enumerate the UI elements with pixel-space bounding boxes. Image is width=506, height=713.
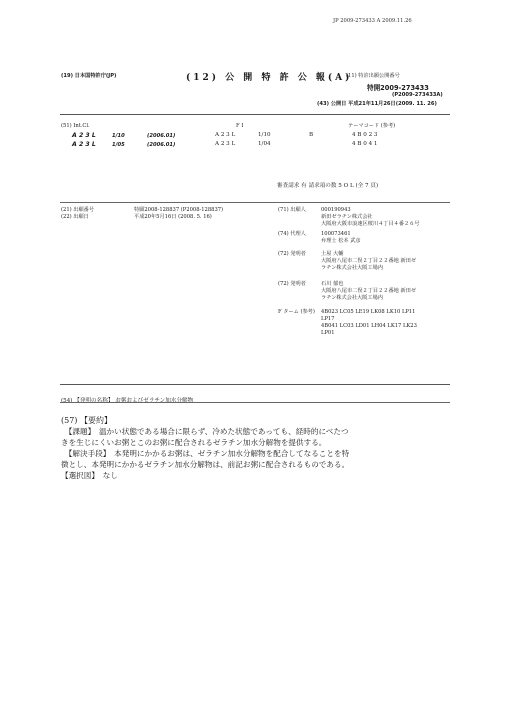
ipc-subgroup: 1/10 [112, 133, 125, 139]
fi-subgroup: 1/04 [258, 141, 271, 147]
examination-status: 審査請求 有 請求項の数 5 O L (全 7 頁) [277, 183, 379, 189]
fterm-line: 4B041 LC03 LD01 LH04 LK17 LK23 [321, 323, 417, 329]
fi-mark: B [309, 132, 314, 138]
fi-code: A 2 3 L [215, 141, 236, 147]
title-top-divider [60, 384, 450, 385]
inventor-name: 土屋 大輔 [321, 251, 344, 257]
abstract-selected-figure: 【選択図】 なし [61, 471, 118, 480]
application-number-label: (11) 特許出願公開番号 [346, 73, 400, 79]
ipc-version: (2006.01) [147, 133, 176, 139]
abstract-solution-line: 徴とし、本発明にかかるゼラチン加水分解物は、前記お粥に配合されるものである。 [61, 460, 350, 469]
theme-code-label: テーマコード (参考) [348, 123, 396, 129]
inventor-address: ラチン株式会社大阪工場内 [321, 295, 383, 301]
header-divider [60, 114, 450, 115]
fterm-line: LP17 [321, 316, 335, 322]
ipc-subgroup: 1/05 [112, 142, 125, 148]
fterm-line: LP01 [321, 330, 335, 336]
filing-date: 平成20年5月16日 (2008. 5. 16) [134, 214, 212, 220]
publication-number-p: (P2009-273433A) [392, 92, 443, 98]
invention-title: (54) 【発明の名称】 お粥およびゼラチン加水分解物 [61, 398, 194, 404]
fi-subgroup: 1/10 [258, 132, 271, 138]
abstract-problem-line: 【課題】 温かい状態である場合に限らず、冷めた状態であっても、経時的にべたつ [61, 427, 349, 436]
agent-code: 100073461 [321, 231, 351, 237]
fterm-line: 4B023 LC05 LE19 LK08 LK10 LP11 [321, 309, 416, 315]
document-reference: JP 2009-273433 A 2009.11.26 [333, 18, 412, 24]
inventor-address: 大阪府八尾市二俣２丁目２２番地 新田ゼ [321, 288, 417, 294]
fi-code: A 2 3 L [215, 132, 236, 138]
ipc-code: A 2 3 L [72, 132, 96, 139]
publication-number: 特開2009-273433 [367, 84, 429, 92]
ipc-version: (2006.01) [147, 142, 176, 148]
theme-code: 4 B 0 2 3 [352, 132, 378, 138]
applicant-name: 新田ゼラチン株式会社 [321, 214, 373, 220]
title-bottom-divider [60, 402, 450, 403]
applicant-label: (71) 出願人 [278, 207, 306, 213]
publication-kind: (12) 公 開 特 許 公 報(A) [186, 73, 353, 83]
application-number-label: (21) 出願番号 [61, 207, 95, 213]
theme-code: 4 B 0 4 1 [352, 141, 378, 147]
inventor-name: 石川 郁也 [321, 281, 344, 287]
issuing-office: (19) 日本国特許庁(JP) [61, 73, 117, 79]
applicant-code: 000190943 [321, 207, 351, 213]
agent-name: 弁理士 松本 武彦 [321, 238, 361, 244]
ipc-code: A 2 3 L [72, 141, 96, 148]
abstract-heading: (57) 【要約】 [61, 416, 112, 425]
application-number: 特願2008-128837 (P2008-128837) [134, 207, 224, 213]
bibliographic-divider [60, 202, 450, 203]
inventor-address: ラチン株式会社大阪工場内 [321, 265, 383, 271]
applicant-address: 大阪府大阪市浪速区桜川４丁目４番２６号 [321, 221, 420, 227]
fterm-label: F ターム (参考) [278, 309, 315, 315]
inventor-label: (72) 発明者 [278, 251, 306, 257]
agent-label: (74) 代理人 [278, 231, 306, 237]
filing-date-label: (22) 出願日 [61, 214, 89, 220]
inventor-label: (72) 発明者 [278, 281, 306, 287]
inventor-address: 大阪府八尾市二俣２丁目２２番地 新田ゼ [321, 258, 417, 264]
fi-label: F I [236, 123, 244, 129]
abstract-problem-line: きを生じにくいお粥とこのお粥に配合されるゼラチン加水分解物を提供する。 [61, 438, 327, 447]
publication-date: (43) 公開日 平成21年11月26日(2009. 11. 26) [317, 101, 437, 107]
intcl-label: (51) Int.Cl. [61, 123, 90, 129]
abstract-solution-line: 【解決手段】 本発明にかかるお粥は、ゼラチン加水分解物を配合してなることを特 [61, 449, 350, 458]
